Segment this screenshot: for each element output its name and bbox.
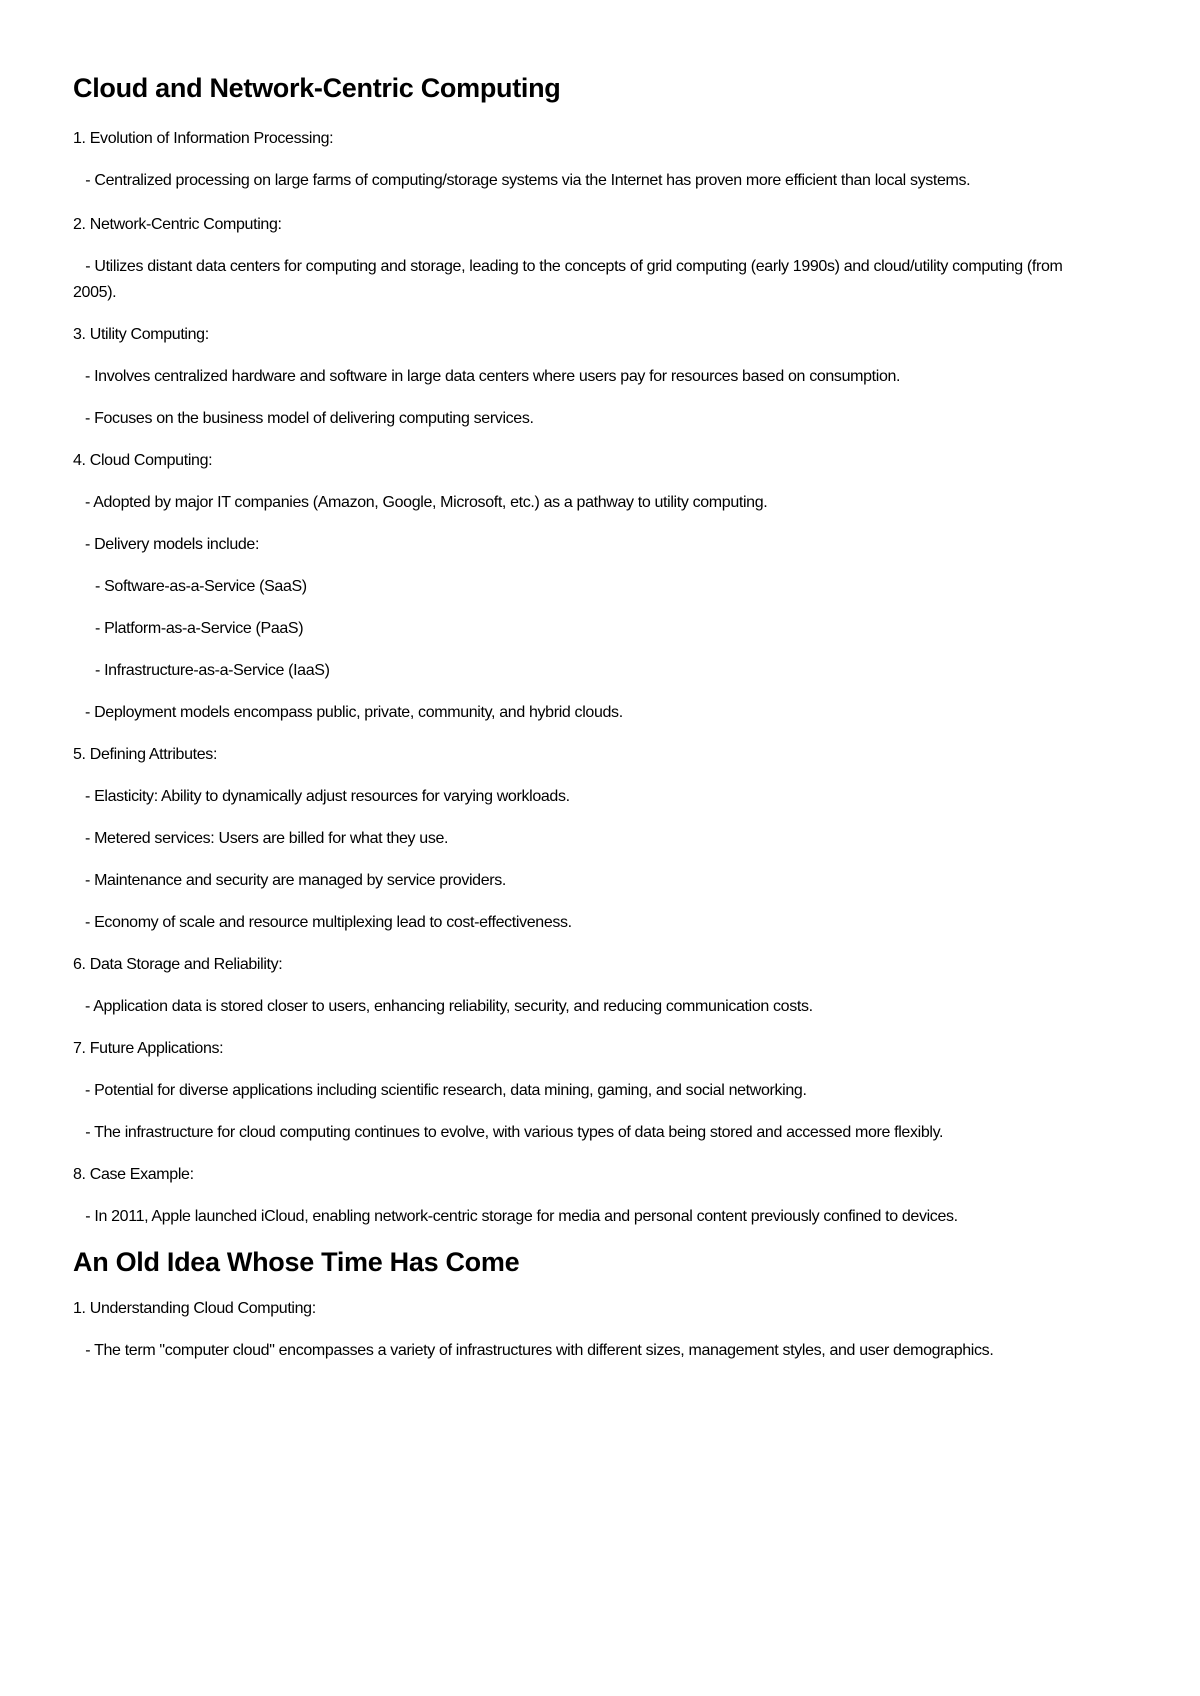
sub-bullet-iaas: - Infrastructure-as-a-Service (IaaS) <box>95 661 330 679</box>
heading-understanding-cloud: 1. Understanding Cloud Computing: <box>73 1299 316 1317</box>
bullet-elasticity: - Elasticity: Ability to dynamically adjust resources for varying workloads. <box>85 787 570 805</box>
bullet-infrastructure-evolve: - The infrastructure for cloud computing continues to evolve, with various types of data being stored and accessed more flexibly. <box>73 1123 944 1141</box>
document-page <box>73 72 1103 1380</box>
heading-network-centric: 2. Network-Centric Computing: <box>73 215 282 233</box>
sub-bullet-paas: - Platform-as-a-Service (PaaS) <box>95 619 304 637</box>
heading-defining-attributes: 5. Defining Attributes: <box>73 745 218 763</box>
heading-future-applications: 7. Future Applications: <box>73 1039 224 1057</box>
sub-bullet-saas: - Software-as-a-Service (SaaS) <box>95 577 307 595</box>
bullet-distant-data-centers: - Utilizes distant data centers for computing and storage, leading to the concepts of grid computing (early 1990s) and cloud/utility computing (from 2005). <box>73 257 1067 301</box>
bullet-potential-applications: - Potential for diverse applications including scientific research, data mining, gaming, and social networking. <box>85 1081 807 1099</box>
bullet-application-data: - Application data is stored closer to users, enhancing reliability, security, and reducing communication costs. <box>85 997 813 1015</box>
heading-evolution: 1. Evolution of Information Processing: <box>73 129 334 147</box>
bullet-business-model: - Focuses on the business model of delivering computing services. <box>85 409 534 427</box>
bullet-maintenance-security: - Maintenance and security are managed by service providers. <box>85 871 507 889</box>
heading-case-example: 8. Case Example: <box>73 1165 194 1183</box>
bullet-apple-icloud: - In 2011, Apple launched iCloud, enabling network-centric storage for media and personal content previously confined to devices. <box>73 1207 958 1225</box>
bullet-centralized-processing: - Centralized processing on large farms of computing/storage systems via the Internet has proven more efficient than local systems. <box>73 171 971 189</box>
heading-cloud-computing: 4. Cloud Computing: <box>73 451 213 469</box>
section-title-cloud-network-centric: Cloud and Network-Centric Computing <box>73 73 561 103</box>
heading-utility-computing: 3. Utility Computing: <box>73 325 209 343</box>
bullet-adopted-by-it-companies: - Adopted by major IT companies (Amazon, Google, Microsoft, etc.) as a pathway to utility computing. <box>85 493 768 511</box>
bullet-centralized-hardware: - Involves centralized hardware and software in large data centers where users pay for resources based on consumption. <box>85 367 901 385</box>
section-title-old-idea: An Old Idea Whose Time Has Come <box>73 1246 520 1277</box>
bullet-economy-of-scale: - Economy of scale and resource multiplexing lead to cost-effectiveness. <box>85 913 572 931</box>
heading-data-storage: 6. Data Storage and Reliability: <box>73 955 283 973</box>
bullet-delivery-models: - Delivery models include: <box>85 535 260 553</box>
bullet-metered-services: - Metered services: Users are billed for what they use. <box>85 829 449 847</box>
bullet-computer-cloud-term: - The term "computer cloud" encompasses a variety of infrastructures with different sizes, management styles, and user demographics. <box>73 1341 994 1359</box>
bullet-deployment-models: - Deployment models encompass public, private, community, and hybrid clouds. <box>85 703 623 721</box>
